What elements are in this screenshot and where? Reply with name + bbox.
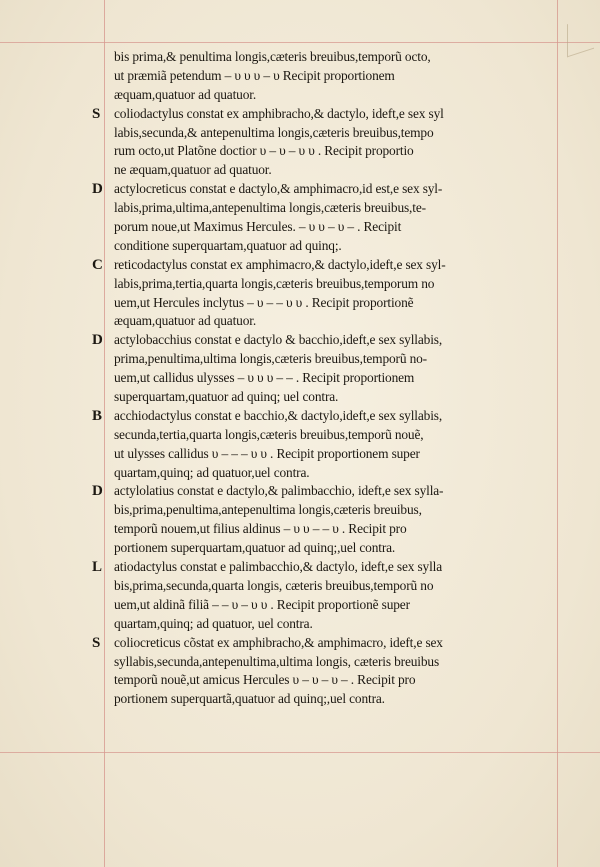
text-line xyxy=(92,67,562,86)
line-text: temporũ nouẽ,ut amicus Hercules υ – υ – υ – . Recipit pro xyxy=(114,672,416,688)
bottom-margin-rule xyxy=(0,752,600,753)
line-text: atiodactylus constat e palimbacchio,& dactylo, ideft,e sex sylla xyxy=(114,559,443,575)
line-text: æquam,quatuor ad quatuor. xyxy=(114,313,257,329)
line-text: labis,prima,tertia,quarta longis,cæteris breuibus,temporum no xyxy=(114,275,435,291)
line-text: uem,ut Hercules inclytus – υ – – υ υ . Recipit proportionẽ xyxy=(114,294,414,310)
initial-letter: C xyxy=(92,256,103,273)
text-line xyxy=(92,596,562,615)
initial-letter: D xyxy=(92,483,103,500)
text-line xyxy=(92,690,562,709)
text-line xyxy=(92,256,562,275)
text-line xyxy=(92,180,562,199)
page-corner-fold xyxy=(567,16,594,58)
text-line xyxy=(92,124,562,143)
line-text: uem,ut aldinã filiã – – υ – υ υ . Recipit proportionẽ super xyxy=(114,596,410,612)
text-line xyxy=(92,464,562,483)
text-line xyxy=(92,350,562,369)
text-line xyxy=(92,558,562,577)
text-line xyxy=(92,294,562,313)
text-line xyxy=(92,331,562,350)
text-line xyxy=(92,501,562,520)
line-text: æquam,quatuor ad quatuor. xyxy=(114,86,257,102)
line-text: syllabis,secunda,antepenultima,ultima longis, cæteris breuibus xyxy=(114,653,440,669)
top-margin-rule xyxy=(0,42,600,43)
line-text: reticodactylus constat ex amphimacro,& dactylo,ideft,e sex syl- xyxy=(114,256,446,272)
line-text: actylocreticus constat e dactylo,& amphimacro,id est,e sex syl- xyxy=(114,181,443,197)
line-text: prima,penultima,ultima longis,cæteris breuibus,temporũ no- xyxy=(114,351,427,367)
line-text: bis,prima,secunda,quarta longis, cæteris breuibus,temporũ no xyxy=(114,577,434,593)
line-text: ut ulysses callidus υ – – – υ υ . Recipit proportionem super xyxy=(114,445,420,461)
line-text: uem,ut callidus ulysses – υ υ υ – – . Recipit proportionem xyxy=(114,370,415,386)
line-text: portionem superquartam,quatuor ad quinq;,uel contra. xyxy=(114,540,396,556)
line-text: ut præmiã petendum – υ υ υ – υ Recipit proportionem xyxy=(114,67,395,83)
line-text: actylobacchius constat e dactylo & bacchio,ideft,e sex syllabis, xyxy=(114,332,443,348)
text-line xyxy=(92,161,562,180)
text-line xyxy=(92,48,562,67)
text-line xyxy=(92,312,562,331)
initial-letter: D xyxy=(92,332,103,349)
line-text: quartam,quinq; ad quatuor,uel contra. xyxy=(114,464,310,480)
text-line xyxy=(92,218,562,237)
line-text: superquartam,quatuor ad quinq; uel contra. xyxy=(114,389,339,405)
line-text: bis prima,& penultima longis,cæteris breuibus,temporũ octo, xyxy=(114,49,431,64)
text-line xyxy=(92,520,562,539)
initial-letter: L xyxy=(92,559,102,576)
text-line xyxy=(92,199,562,218)
initial-letter: B xyxy=(92,407,102,424)
text-line xyxy=(92,577,562,596)
line-text: labis,secunda,& antepenultima longis,cæteris breuibus,tempo xyxy=(114,124,434,140)
text-line xyxy=(92,142,562,161)
text-line xyxy=(92,237,562,256)
text-line xyxy=(92,407,562,426)
line-text: portionem superquartã,quatuor ad quinq;,uel contra. xyxy=(114,691,385,707)
line-text: conditione superquartam,quatuor ad quinq;. xyxy=(114,237,342,253)
text-line xyxy=(92,482,562,501)
text-line xyxy=(92,671,562,690)
line-text: porum noue,ut Maximus Hercules. – υ υ – υ – . Recipit xyxy=(114,219,402,235)
line-text: rum octo,ut Platõne doctior υ – υ – υ υ . Recipit proportio xyxy=(114,143,414,159)
initial-letter: S xyxy=(92,105,101,122)
text-line xyxy=(92,615,562,634)
text-line xyxy=(92,86,562,105)
line-text: bis,prima,penultima,antepenultima longis,cæteris breuibus, xyxy=(114,502,422,518)
text-line xyxy=(92,105,562,124)
line-text: quartam,quinq; ad quatuor, uel contra. xyxy=(114,615,313,631)
text-line xyxy=(92,369,562,388)
line-text: secunda,tertia,quarta longis,cæteris breuibus,temporũ nouẽ, xyxy=(114,426,424,442)
line-text: acchiodactylus constat e bacchio,& dactylo,ideft,e sex syllabis, xyxy=(114,407,443,423)
text-line xyxy=(92,388,562,407)
text-line xyxy=(92,426,562,445)
line-text: actylolatius constat e dactylo,& palimbacchio, ideft,e sex sylla- xyxy=(114,483,444,499)
text-line xyxy=(92,445,562,464)
text-line xyxy=(92,539,562,558)
line-text: coliodactylus constat ex amphibracho,& dactylo, ideft,e sex syl xyxy=(114,105,444,121)
initial-letter: D xyxy=(92,181,103,198)
line-text: labis,prima,ultima,antepenultima longis,cæteris breuibus,te- xyxy=(114,200,426,216)
line-text: temporũ nouem,ut filius aldinus – υ υ – – υ . Recipit pro xyxy=(114,521,407,537)
text-line xyxy=(92,653,562,672)
line-text: ne æquam,quatuor ad quatuor. xyxy=(114,162,272,178)
line-text: coliocreticus cõstat ex amphibracho,& amphimacro, ideft,e sex xyxy=(114,634,443,650)
initial-letter: S xyxy=(92,634,101,651)
text-line xyxy=(92,275,562,294)
text-line xyxy=(92,634,562,653)
text-block xyxy=(92,48,562,709)
